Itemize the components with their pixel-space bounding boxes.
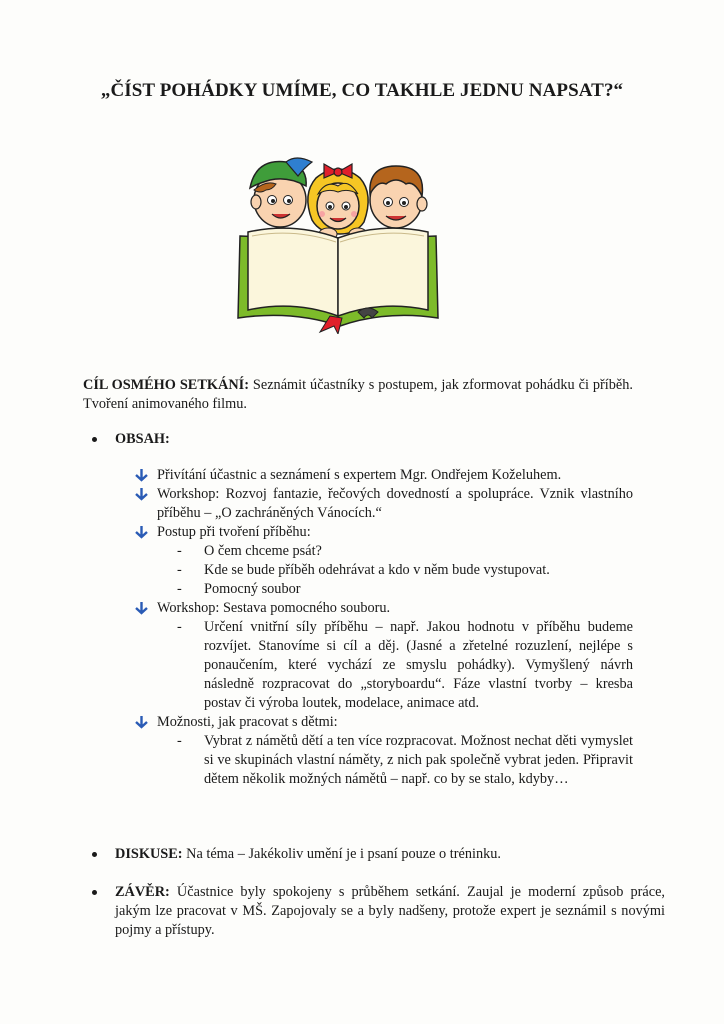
list-item <box>133 485 633 523</box>
content-items <box>133 466 633 789</box>
conclusion-paragraph <box>83 883 665 940</box>
sub-item-text: Vybrat z námětů dětí a ten více rozpracovat. Možnost nechat děti vymyslet si ve skupinách vlastní náměty, z nich pak společně vybrat jeden. Připravit dětem několik možných námětů – např. co by se stalo, kdyby… <box>204 733 633 787</box>
discussion-text: Na téma – Jakékoliv umění je i psaní pouze o tréninku. <box>182 846 501 862</box>
page-title: „ČÍST POHÁDKY UMÍME, CO TAKHLE JEDNU NAPSAT?“ <box>100 80 624 101</box>
list-item-text: Možnosti, jak pracovat s dětmi: <box>157 714 338 730</box>
sub-item-text: Kde se bude příběh odehrávat a kdo v něm bude vystupovat. <box>204 562 550 578</box>
bullet-dot-icon <box>92 890 97 895</box>
list-item <box>133 599 633 713</box>
conclusion-label: ZÁVĚR: <box>115 884 170 900</box>
discussion-label: DISKUSE: <box>115 846 183 862</box>
sub-item <box>177 732 633 789</box>
sub-list <box>177 732 633 789</box>
discussion-paragraph <box>83 845 665 864</box>
goal-label: CÍL OSMÉHO SETKÁNÍ: <box>83 377 249 393</box>
sub-item-text: Určení vnitřní síly příběhu – např. Jakou hodnotu v příběhu budeme rozvíjet. Stanovíme si cíl a děj. (Jasné a zřetelné rozuzlení, nejlépe s ponaučením, které vychází ze smyslu pohádky). Vymyšlený návrh následně rozpracovat do „storyboardu“. Fáze vlastní tvorby – kresba postav či výroba loutek, modelace, animace atd. <box>204 619 633 711</box>
sub-item-text: O čem chceme psát? <box>204 543 322 559</box>
list-item <box>133 466 633 485</box>
document-body <box>83 376 633 789</box>
arrow-bullet-icon <box>134 601 149 616</box>
bullet-dot-icon <box>92 437 97 442</box>
list-item-text: Postup při tvoření příběhu: <box>157 524 311 540</box>
list-item-text: Přivítání účastnic a seznámení s expertem Mgr. Ondřejem Koželuhem. <box>157 467 562 483</box>
dash-marker: - <box>177 619 182 635</box>
arrow-bullet-icon <box>134 468 149 483</box>
conclusion-text: Účastnice byly spokojeny s průběhem setkání. Zaujal je moderní způsob práce, jakým lze pracovat v MŠ. Zapojovaly se a byly nadšeny, protože expert je seznámil s novými pojmy a přístupy. <box>115 884 665 938</box>
children-reading-book-illustration <box>236 150 440 334</box>
list-item-text: Workshop: Sestava pomocného souboru. <box>157 600 391 616</box>
list-item <box>133 523 633 599</box>
content-heading <box>83 430 633 449</box>
girl-middle-figure <box>308 164 368 234</box>
dash-marker: - <box>177 733 182 749</box>
sub-item-text: Pomocný soubor <box>204 581 301 597</box>
sub-item <box>177 561 633 580</box>
sub-item <box>177 542 633 561</box>
sub-list <box>177 542 633 599</box>
arrow-bullet-icon <box>134 525 149 540</box>
content-heading-text: OBSAH: <box>115 431 170 447</box>
dash-marker: - <box>177 581 182 597</box>
sub-list <box>177 618 633 713</box>
goal-text: Seznámit účastníky s postupem, jak zformovat pohádku či příběh. Tvoření animovaného filmu. <box>83 377 633 412</box>
list-item-text: Workshop: Rozvoj fantazie, řečových dovedností a spolupráce. Vznik vlastního příběhu – „O zachráněných Vánocích.“ <box>157 486 633 521</box>
arrow-bullet-icon <box>134 715 149 730</box>
list-item <box>133 713 633 789</box>
dash-marker: - <box>177 562 182 578</box>
sub-item <box>177 580 633 599</box>
sub-item <box>177 618 633 713</box>
arrow-bullet-icon <box>134 487 149 502</box>
dash-marker: - <box>177 543 182 559</box>
bullet-dot-icon <box>92 852 97 857</box>
goal-paragraph <box>83 376 633 414</box>
open-book <box>238 228 438 334</box>
